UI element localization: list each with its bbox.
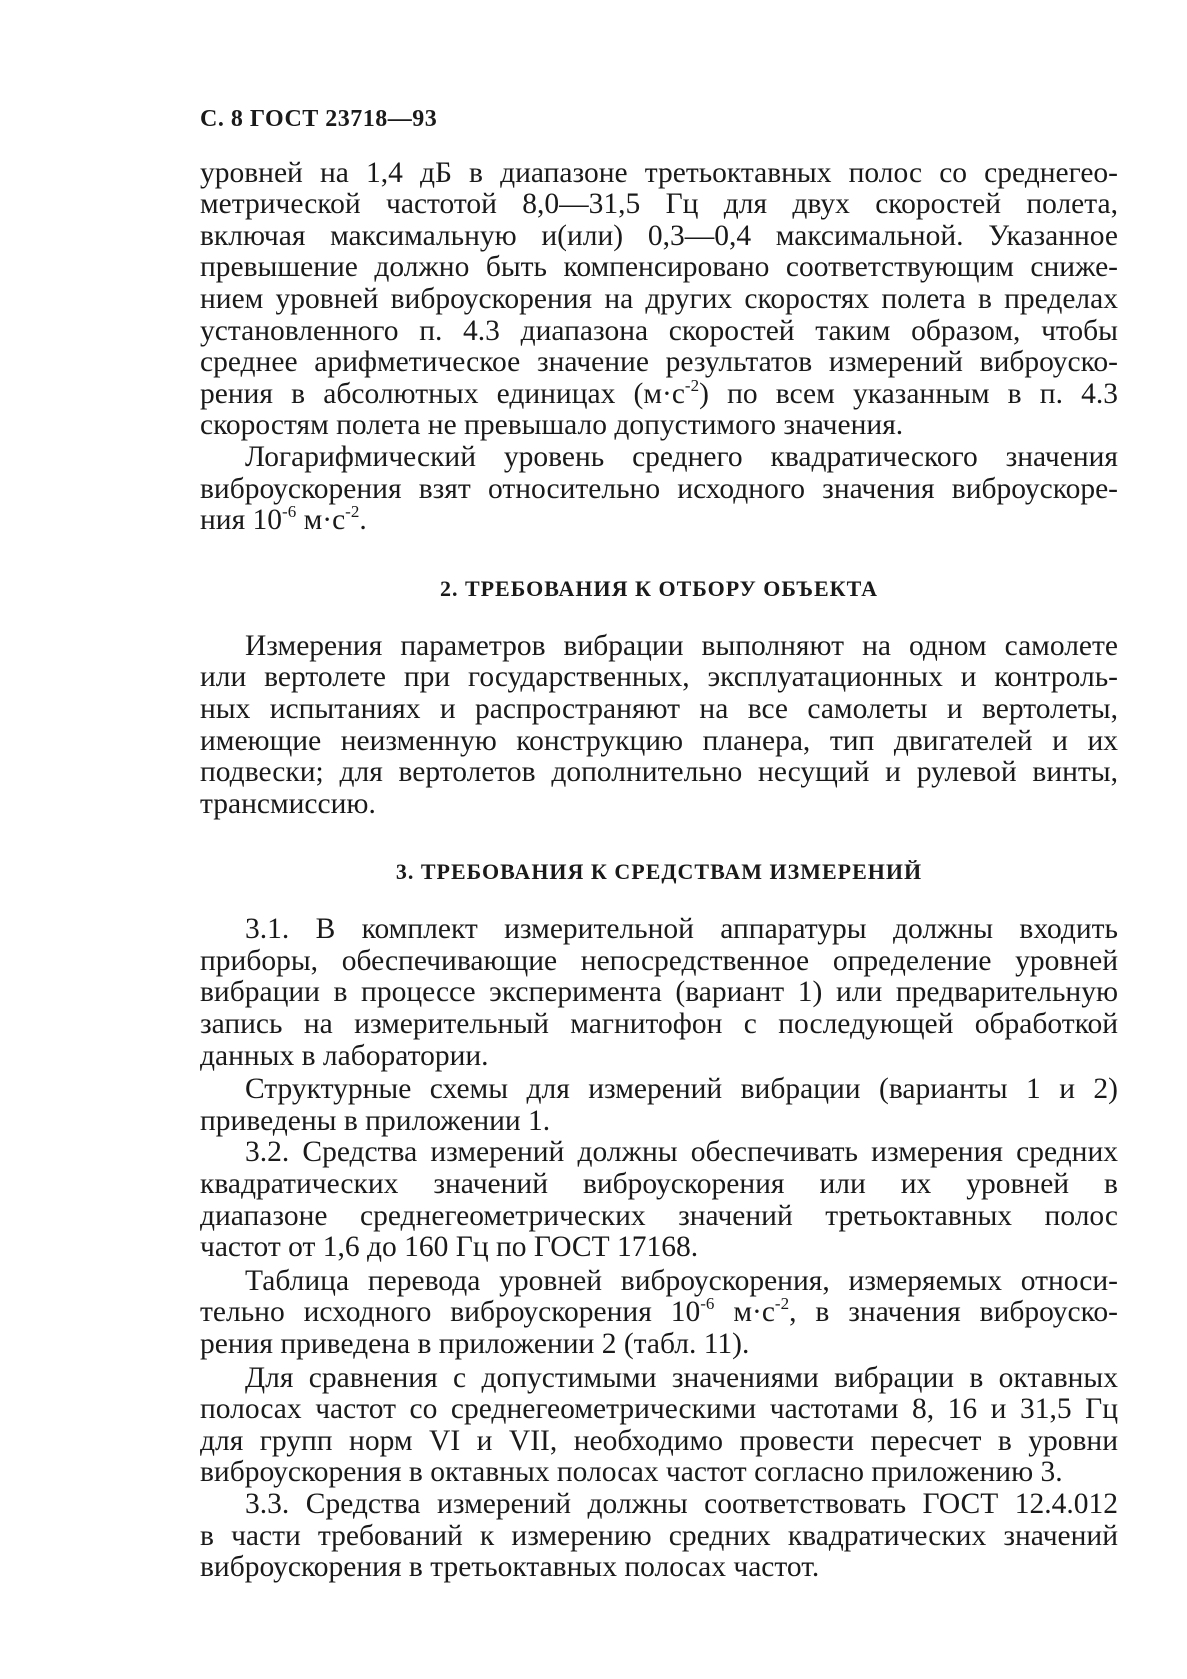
text-line: трансмиссию. xyxy=(200,787,376,820)
text-line: превышение должно быть компенсировано соответствующим сниже- xyxy=(200,251,1118,284)
text-line: или вертолете при государственных, эксплуатационных и контроль- xyxy=(200,661,1118,694)
text-line: Структурные схемы для измерений вибрации (варианты 1 и 2) xyxy=(245,1073,1118,1106)
superscript: -2 xyxy=(684,375,700,395)
text-line: запись на измерительный магнитофон с последующей обработкой xyxy=(200,1008,1118,1041)
text-line: Измерения параметров вибрации выполняют на одном самолете xyxy=(245,629,1118,662)
text-fragment: м·с xyxy=(296,504,346,537)
superscript: -2 xyxy=(345,502,360,522)
clause-3-2 xyxy=(200,1137,1118,1263)
text-fragment: , в значения виброуско- xyxy=(789,1296,1118,1329)
text-fragment: ) по всем указанным в п. 4.3 xyxy=(699,377,1118,410)
text-line: подвески; для вертолетов дополнительно несущий и рулевой винты, xyxy=(200,756,1118,789)
superscript: -6 xyxy=(282,502,297,522)
clause-3-1 xyxy=(200,914,1118,1072)
section-3-title: 3. ТРЕБОВАНИЯ К СРЕДСТВАМ ИЗМЕРЕНИЙ xyxy=(395,859,923,885)
text-line xyxy=(200,502,1118,537)
text-line: 3.1. В комплект измерительной аппаратуры должны входить xyxy=(245,913,1118,946)
section-2-paragraph xyxy=(200,631,1118,821)
clause-3-2-table-ref xyxy=(200,1266,1118,1361)
superscript: -2 xyxy=(774,1294,790,1314)
text-line: 3.2. Средства измерений должны обеспечивать измерения средних xyxy=(245,1136,1118,1169)
text-fragment: м·с xyxy=(714,1296,775,1329)
running-head: С. 8 ГОСТ 23718—93 xyxy=(200,106,438,132)
clause-3-3 xyxy=(200,1489,1118,1584)
text-line: приведены в приложении 1. xyxy=(200,1104,551,1137)
text-line: Таблица перевода уровней виброускорения, измеряемых относи- xyxy=(245,1264,1118,1297)
text-line xyxy=(200,1294,1118,1329)
text-line: нием уровней виброускорения на других скоростях полета в пределах xyxy=(200,282,1118,315)
superscript: -6 xyxy=(700,1294,715,1314)
text-line: вибрации в процессе эксперимента (вариант 1) или предварительную xyxy=(200,976,1118,1009)
text-fragment: рения в абсолютных единицах (м·с xyxy=(200,377,685,410)
text-line: Логарифмический уровень среднего квадратического значения xyxy=(245,440,1118,473)
document-page xyxy=(200,104,1118,1584)
text-fragment: . xyxy=(359,504,367,537)
text-line: виброускорения в третьоктавных полосах частот. xyxy=(200,1551,820,1584)
text-line: квадратических значений виброускорения или их уровней в xyxy=(200,1168,1118,1201)
text-line: частот от 1,6 до 160 Гц по ГОСТ 17168. xyxy=(200,1231,699,1264)
clause-3-1-schemes xyxy=(200,1074,1118,1137)
text-line: включая максимальную и(или) 0,3—0,4 максимальной. Указанное xyxy=(200,219,1118,252)
text-line: уровней на 1,4 дБ в диапазоне третьоктавных полос со среднегео- xyxy=(200,156,1118,189)
intro-paragraph-2 xyxy=(200,442,1118,537)
text-fragment: ния 10 xyxy=(200,504,283,537)
clause-3-2-octave xyxy=(200,1363,1118,1489)
text-line: виброускорения взят относительно исходного значения виброускоре- xyxy=(200,472,1118,505)
text-line: установленного п. 4.3 диапазона скоростей таким образом, чтобы xyxy=(200,314,1118,347)
text-line: имеющие неизменную конструкцию планера, тип двигателей и их xyxy=(200,724,1118,757)
text-line: рения приведена в приложении 2 (табл. 11). xyxy=(200,1328,750,1360)
text-line: Для сравнения с допустимыми значениями вибрации в октавных xyxy=(245,1361,1118,1394)
text-line: полосах частот со среднегеометрическими частотами 8, 16 и 31,5 Гц xyxy=(200,1393,1118,1426)
text-line: 3.3. Средства измерений должны соответствовать ГОСТ 12.4.012 xyxy=(245,1487,1118,1520)
text-line: приборы, обеспечивающие непосредственное определение уровней xyxy=(200,944,1118,977)
text-line: для групп норм VI и VII, необходимо провести пересчет в уровни xyxy=(200,1424,1118,1457)
text-line: диапазоне среднегеометрических значений третьоктавных полос xyxy=(200,1199,1118,1232)
intro-paragraph-1 xyxy=(200,158,1118,442)
text-line: среднее арифметическое значение результатов измерений виброуско- xyxy=(200,346,1118,379)
section-2-title: 2. ТРЕБОВАНИЯ К ОТБОРУ ОБЪЕКТА xyxy=(439,575,879,601)
text-line: данных в лаборатории. xyxy=(200,1039,489,1072)
text-line: метрической частотой 8,0—31,5 Гц для двух скоростей полета, xyxy=(200,188,1118,221)
text-line: скоростям полета не превышало допустимого значения. xyxy=(200,409,904,442)
text-line: ных испытаниях и распространяют на все самолеты и вертолеты, xyxy=(200,692,1118,725)
text-line: виброускорения в октавных полосах частот согласно приложению 3. xyxy=(200,1456,1063,1489)
text-line xyxy=(200,375,1118,411)
text-line: в части требований к измерению средних квадратических значений xyxy=(200,1519,1118,1552)
text-fragment: тельно исходного виброускорения 10 xyxy=(200,1296,701,1329)
